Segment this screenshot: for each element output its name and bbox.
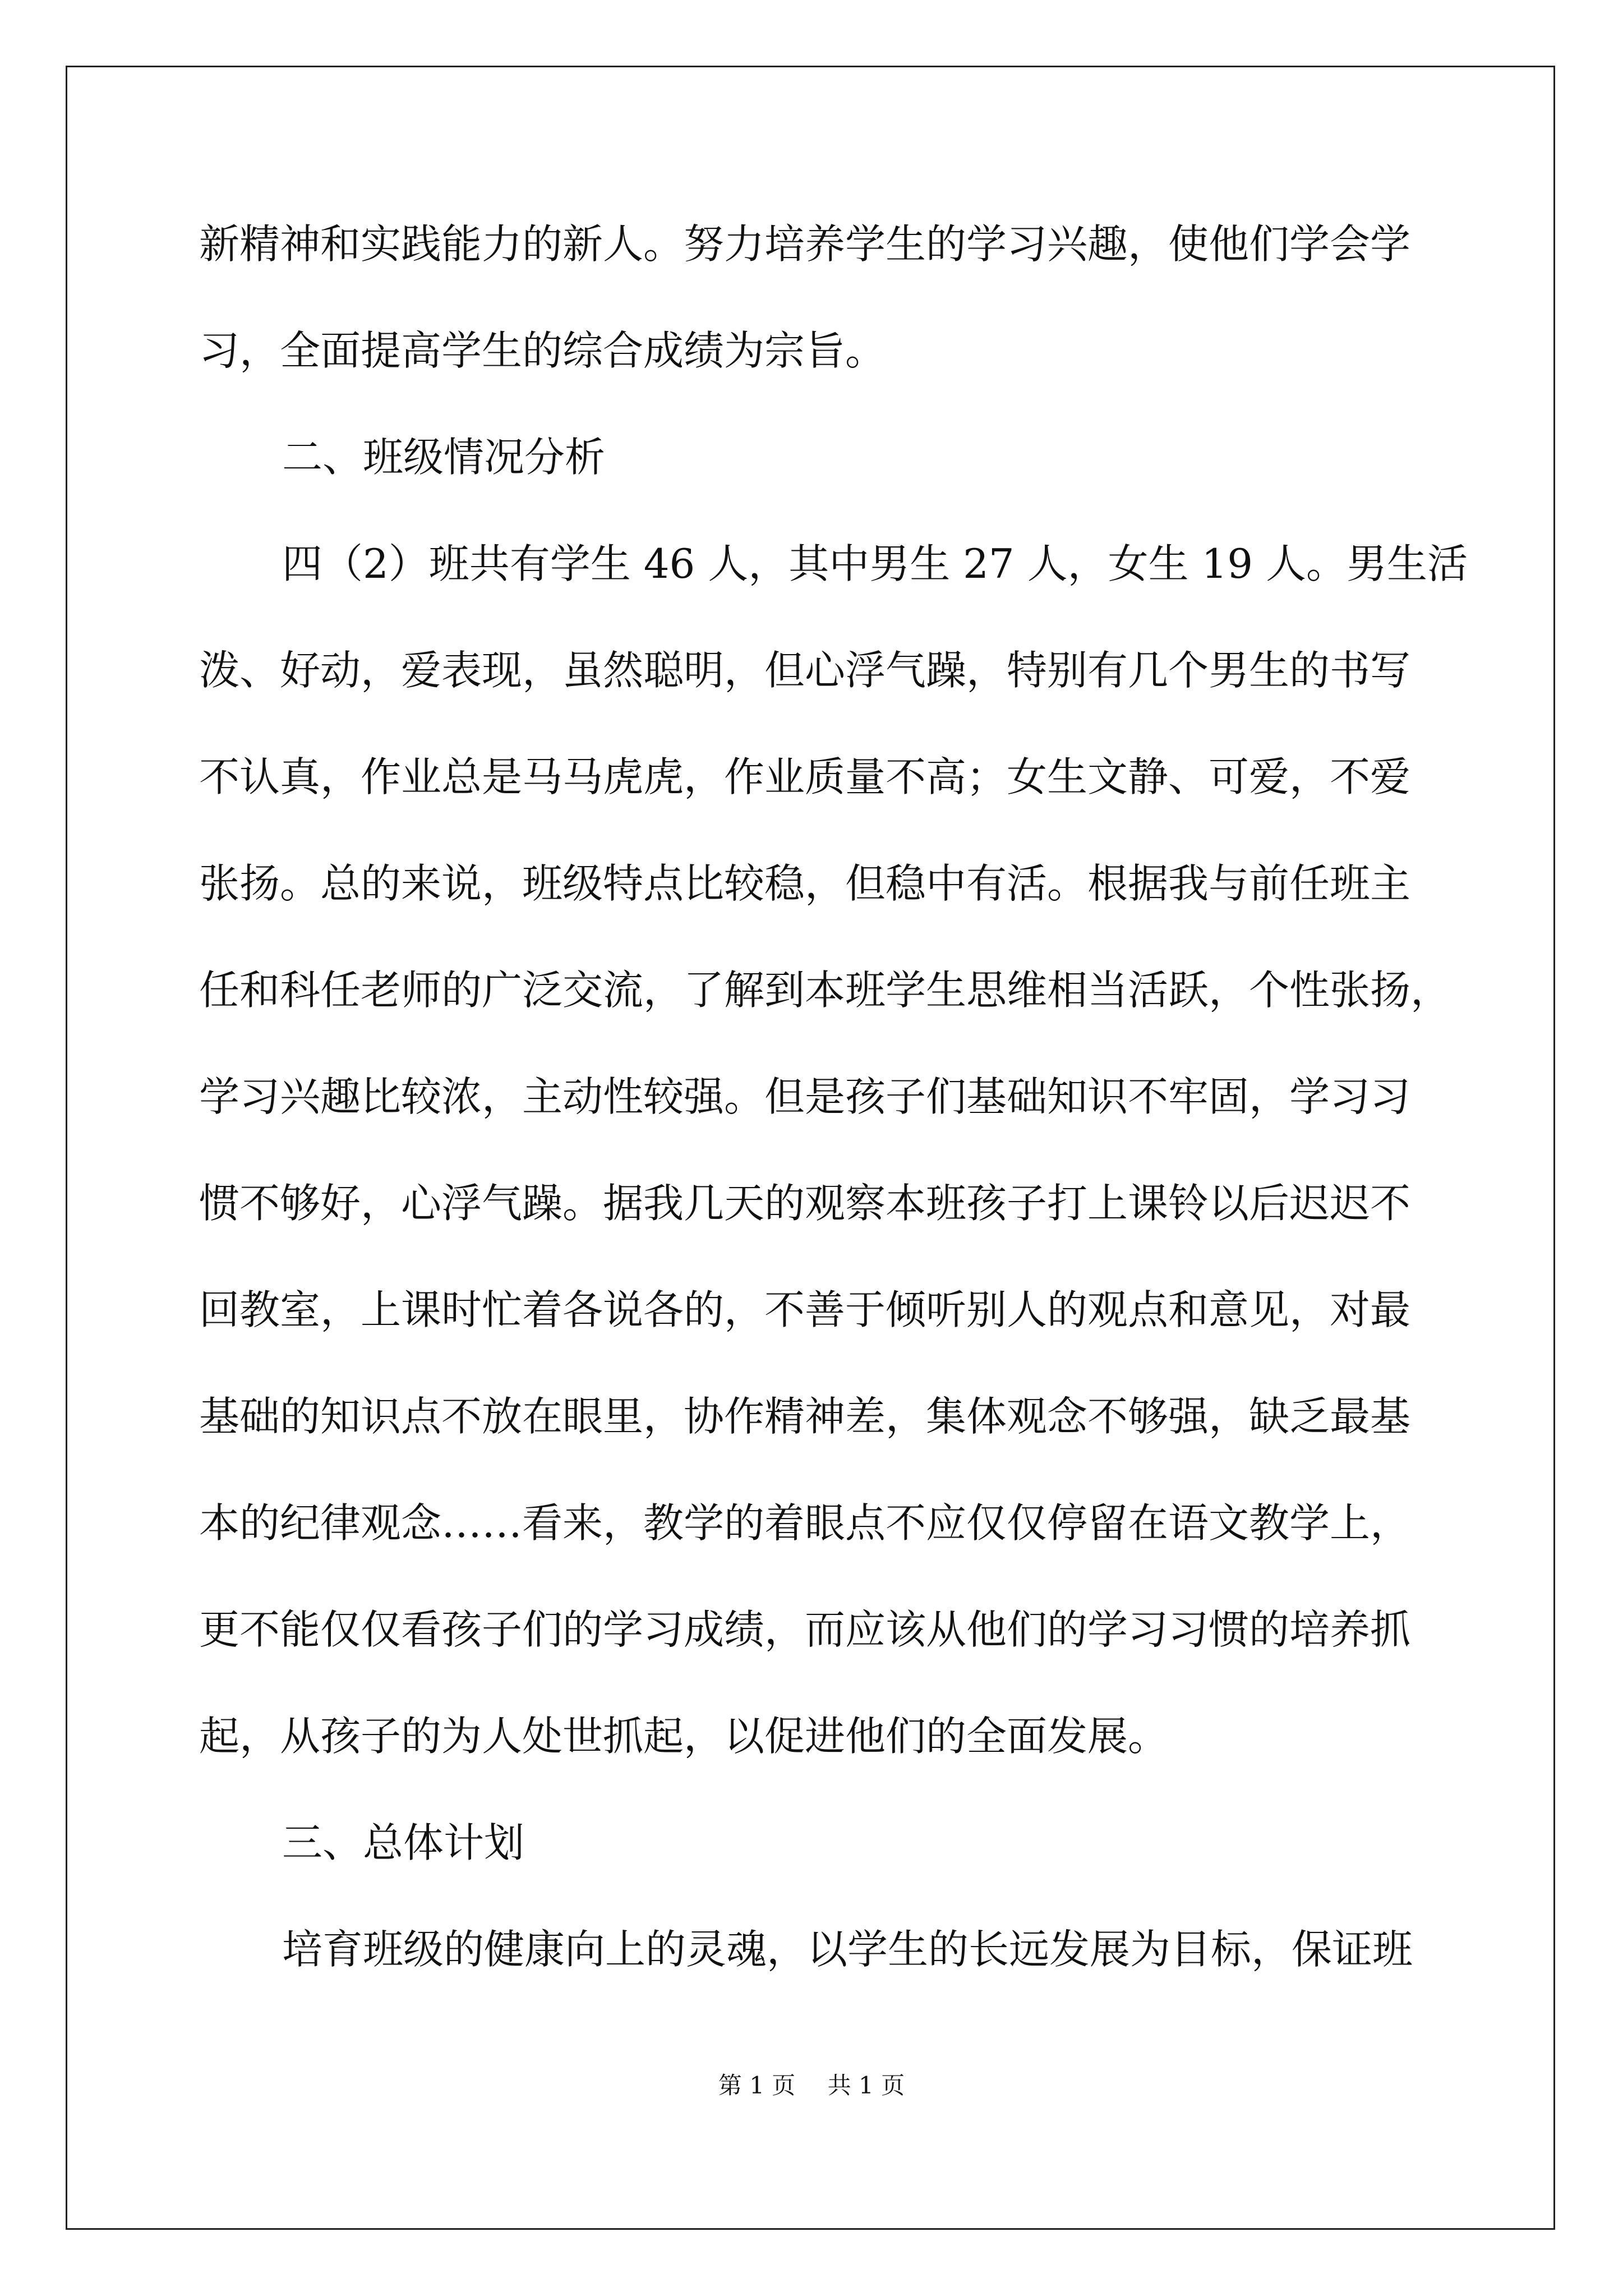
page-number: 第 1 页 [718,2072,796,2099]
text-line: 起，从孩子的为人处世抓起，以促进他们的全面发展。 [199,1713,1169,1760]
text-line: 回教室，上课时忙着各说各的，不善于倾听别人的观点和意见，对最 [199,1286,1411,1333]
text-line: 基础的知识点不放在眼里，协作精神差，集体观念不够强，缺乏最基 [199,1393,1411,1440]
document-body [199,191,1468,2003]
text-line: 任和科任老师的广泛交流，了解到本班学生思维相当活跃，个性张扬， [199,967,1451,1014]
section-heading: 三、总体计划 [282,1819,525,1866]
text-line: 习，全面提高学生的综合成绩为宗旨。 [199,327,886,374]
text-line: 学习兴趣比较浓，主动性较强。但是孩子们基础知识不牢固，学习习 [199,1073,1411,1120]
text-line: 培育班级的健康向上的灵魂，以学生的长远发展为目标，保证班 [282,1926,1413,1973]
page-footer [0,2067,1623,2101]
text-line: 惯不够好，心浮气躁。据我几天的观察本班孩子打上课铃以后迟迟不 [199,1180,1411,1227]
text-line: 不认真，作业总是马马虎虎，作业质量不高；女生文静、可爱，不爱 [199,753,1411,800]
page-total: 共 1 页 [827,2072,905,2099]
text-line: 本的纪律观念……看来，教学的着眼点不应仅仅停留在语文教学上， [199,1499,1411,1547]
section-heading: 二、班级情况分析 [282,434,606,481]
text-line: 四（2）班共有学生 46 人，其中男生 27 人，女生 19 人。男生活 [282,540,1468,587]
text-line: 张扬。总的来说，班级特点比较稳，但稳中有活。根据我与前任班主 [199,860,1411,907]
text-line: 泼、好动，爱表现，虽然聪明，但心浮气躁，特别有几个男生的书写 [199,647,1411,694]
text-line: 更不能仅仅看孩子们的学习成绩，而应该从他们的学习习惯的培养抓 [199,1606,1411,1653]
text-line: 新精神和实践能力的新人。努力培养学生的学习兴趣，使他们学会学 [199,220,1411,268]
